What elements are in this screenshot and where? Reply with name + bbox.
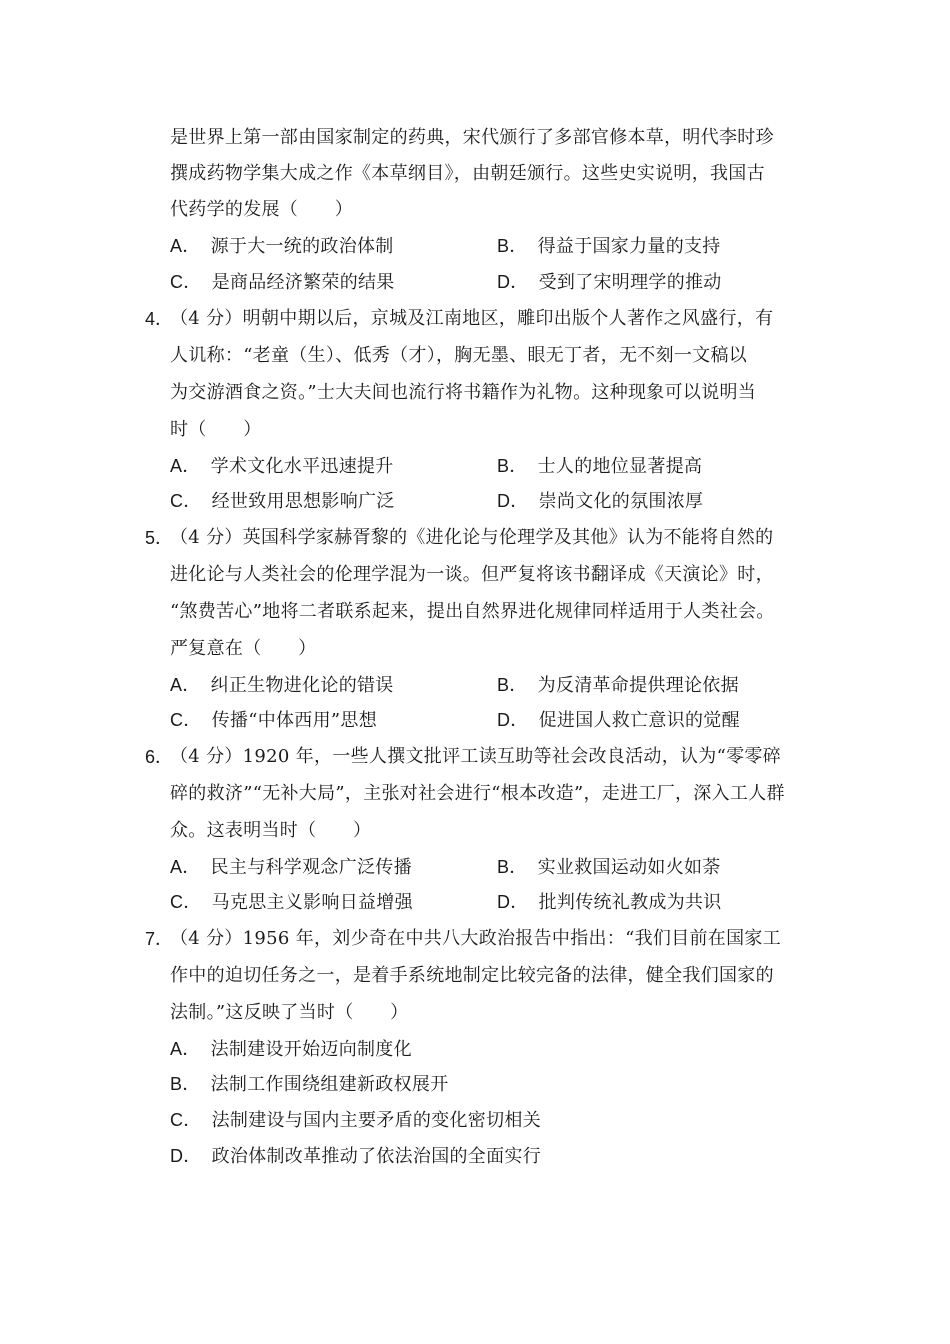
option-letter: C． bbox=[170, 892, 202, 912]
option-letter: D． bbox=[497, 892, 529, 912]
option-letter: B． bbox=[497, 857, 528, 877]
q7-text-line-1: （4 分）1956 年，刘少奇在中共八大政治报告中指出：“我们目前在国家工 bbox=[170, 928, 782, 949]
option-text: 法制建设开始迈向制度化 bbox=[210, 1039, 412, 1060]
option-letter: D． bbox=[497, 491, 529, 511]
q7-text-line-3: 法制。”这反映了当时（ ） bbox=[170, 1002, 409, 1023]
q5-text-line-1: （4 分）英国科学家赫胥黎的《进化论与伦理学及其他》认为不能将自然的 bbox=[170, 527, 774, 548]
q6-number: 6． bbox=[145, 747, 174, 767]
option-letter: D． bbox=[497, 710, 529, 730]
option-letter: A． bbox=[170, 456, 201, 476]
q4-number: 4． bbox=[145, 309, 174, 329]
q7-text-line-2: 作中的迫切任务之一，是着手系统地制定比较完备的法律，健全我们国家的 bbox=[170, 965, 774, 986]
q6-text-line-1: （4 分）1920 年，一些人撰文批评工读互助等社会改良活动，认为“零零碎 bbox=[170, 746, 782, 767]
option-letter: B． bbox=[497, 236, 528, 256]
q4-text-line-1: （4 分）明朝中期以后，京城及江南地区，雕印出版个人著作之风盛行，有 bbox=[170, 308, 774, 329]
option-letter: C． bbox=[170, 710, 202, 730]
q4-option-b[interactable] bbox=[497, 454, 702, 479]
q4-option-a[interactable] bbox=[170, 454, 394, 479]
q6-option-d[interactable] bbox=[497, 890, 722, 915]
option-text: 批判传统礼教成为共识 bbox=[538, 892, 722, 913]
option-text: 实业救国运动如火如荼 bbox=[537, 857, 721, 878]
q5-option-b[interactable] bbox=[497, 673, 739, 698]
q7-option-d[interactable] bbox=[170, 1144, 541, 1169]
q7-option-c[interactable] bbox=[170, 1108, 541, 1133]
option-text: 法制工作围绕组建新政权展开 bbox=[210, 1074, 449, 1095]
q6-option-b[interactable] bbox=[497, 855, 721, 880]
q4-text-line-2: 人讥称：“老童（生）、低秀（才），胸无墨、眼无丁者，无不刻一文稿以 bbox=[170, 345, 748, 366]
q5-text-line-2: 进化论与人类社会的伦理学混为一谈。但严复将该书翻译成《天演论》时， bbox=[170, 564, 774, 585]
option-letter: D． bbox=[497, 272, 529, 292]
option-text: 为反清革命提供理论依据 bbox=[537, 675, 739, 696]
q3-option-d[interactable] bbox=[497, 270, 722, 295]
option-text: 受到了宋明理学的推动 bbox=[538, 272, 722, 293]
q7-option-a[interactable] bbox=[170, 1037, 412, 1062]
option-text: 民主与科学观念广泛传播 bbox=[210, 857, 412, 878]
q4-text-line-3: 为交游酒食之资。”士大夫间也流行将书籍作为礼物。这种现象可以说明当 bbox=[170, 382, 757, 403]
option-text: 得益于国家力量的支持 bbox=[537, 236, 721, 257]
q5-option-a[interactable] bbox=[170, 673, 394, 698]
q3-text-line-1: 是世界上第一部由国家制定的药典，宋代颁行了多部官修本草，明代李时珍 bbox=[170, 127, 774, 148]
q6-option-a[interactable] bbox=[170, 855, 412, 880]
q4-option-d[interactable] bbox=[497, 489, 703, 514]
option-text: 政治体制改革推动了依法治国的全面实行 bbox=[211, 1146, 542, 1167]
option-text: 传播“中体西用”思想 bbox=[211, 710, 378, 731]
option-text: 经世致用思想影响广泛 bbox=[211, 491, 395, 512]
q5-text-line-4: 严复意在（ ） bbox=[170, 638, 317, 659]
q3-option-c[interactable] bbox=[170, 270, 395, 295]
option-letter: C． bbox=[170, 272, 202, 292]
option-letter: A． bbox=[170, 857, 201, 877]
option-letter: A． bbox=[170, 1039, 201, 1059]
q6-option-c[interactable] bbox=[170, 890, 413, 915]
q3-option-a[interactable] bbox=[170, 234, 394, 259]
option-letter: D． bbox=[170, 1146, 202, 1166]
q3-text-line-2: 撰成药物学集大成之作《本草纲目》，由朝廷颁行。这些史实说明，我国古 bbox=[170, 163, 765, 184]
q3-option-b[interactable] bbox=[497, 234, 721, 259]
option-letter: A． bbox=[170, 236, 201, 256]
option-text: 崇尚文化的氛围浓厚 bbox=[538, 491, 704, 512]
option-letter: B． bbox=[170, 1074, 201, 1094]
q5-option-d[interactable] bbox=[497, 708, 740, 733]
option-text: 是商品经济繁荣的结果 bbox=[211, 272, 395, 293]
option-text: 士人的地位显著提高 bbox=[537, 456, 703, 477]
option-text: 纠正生物进化论的错误 bbox=[210, 675, 394, 696]
q6-text-line-2: 碎的救济”“无补大局”，主张对社会进行“根本改造”，走进工厂，深入工人群 bbox=[170, 783, 785, 804]
q7-option-b[interactable] bbox=[170, 1072, 449, 1097]
option-letter: B． bbox=[497, 675, 528, 695]
q4-option-c[interactable] bbox=[170, 489, 395, 514]
option-letter: C． bbox=[170, 1110, 202, 1130]
q5-option-c[interactable] bbox=[170, 708, 377, 733]
q4-text-line-4: 时（ ） bbox=[170, 419, 262, 440]
q5-number: 5． bbox=[145, 528, 174, 548]
q6-text-line-3: 众。这表明当时（ ） bbox=[170, 820, 372, 841]
option-letter: C． bbox=[170, 491, 202, 511]
option-text: 促进国人救亡意识的觉醒 bbox=[538, 710, 740, 731]
option-text: 法制建设与国内主要矛盾的变化密切相关 bbox=[211, 1110, 542, 1131]
q5-text-line-3: “煞费苦心”地将二者联系起来，提出自然界进化规律同样适用于人类社会。 bbox=[170, 601, 775, 622]
option-text: 马克思主义影响日益增强 bbox=[211, 892, 413, 913]
q7-number: 7． bbox=[145, 929, 174, 949]
option-letter: B． bbox=[497, 456, 528, 476]
option-text: 源于大一统的政治体制 bbox=[210, 236, 394, 257]
option-text: 学术文化水平迅速提升 bbox=[210, 456, 394, 477]
option-letter: A． bbox=[170, 675, 201, 695]
q3-text-line-3: 代药学的发展（ ） bbox=[170, 199, 353, 220]
